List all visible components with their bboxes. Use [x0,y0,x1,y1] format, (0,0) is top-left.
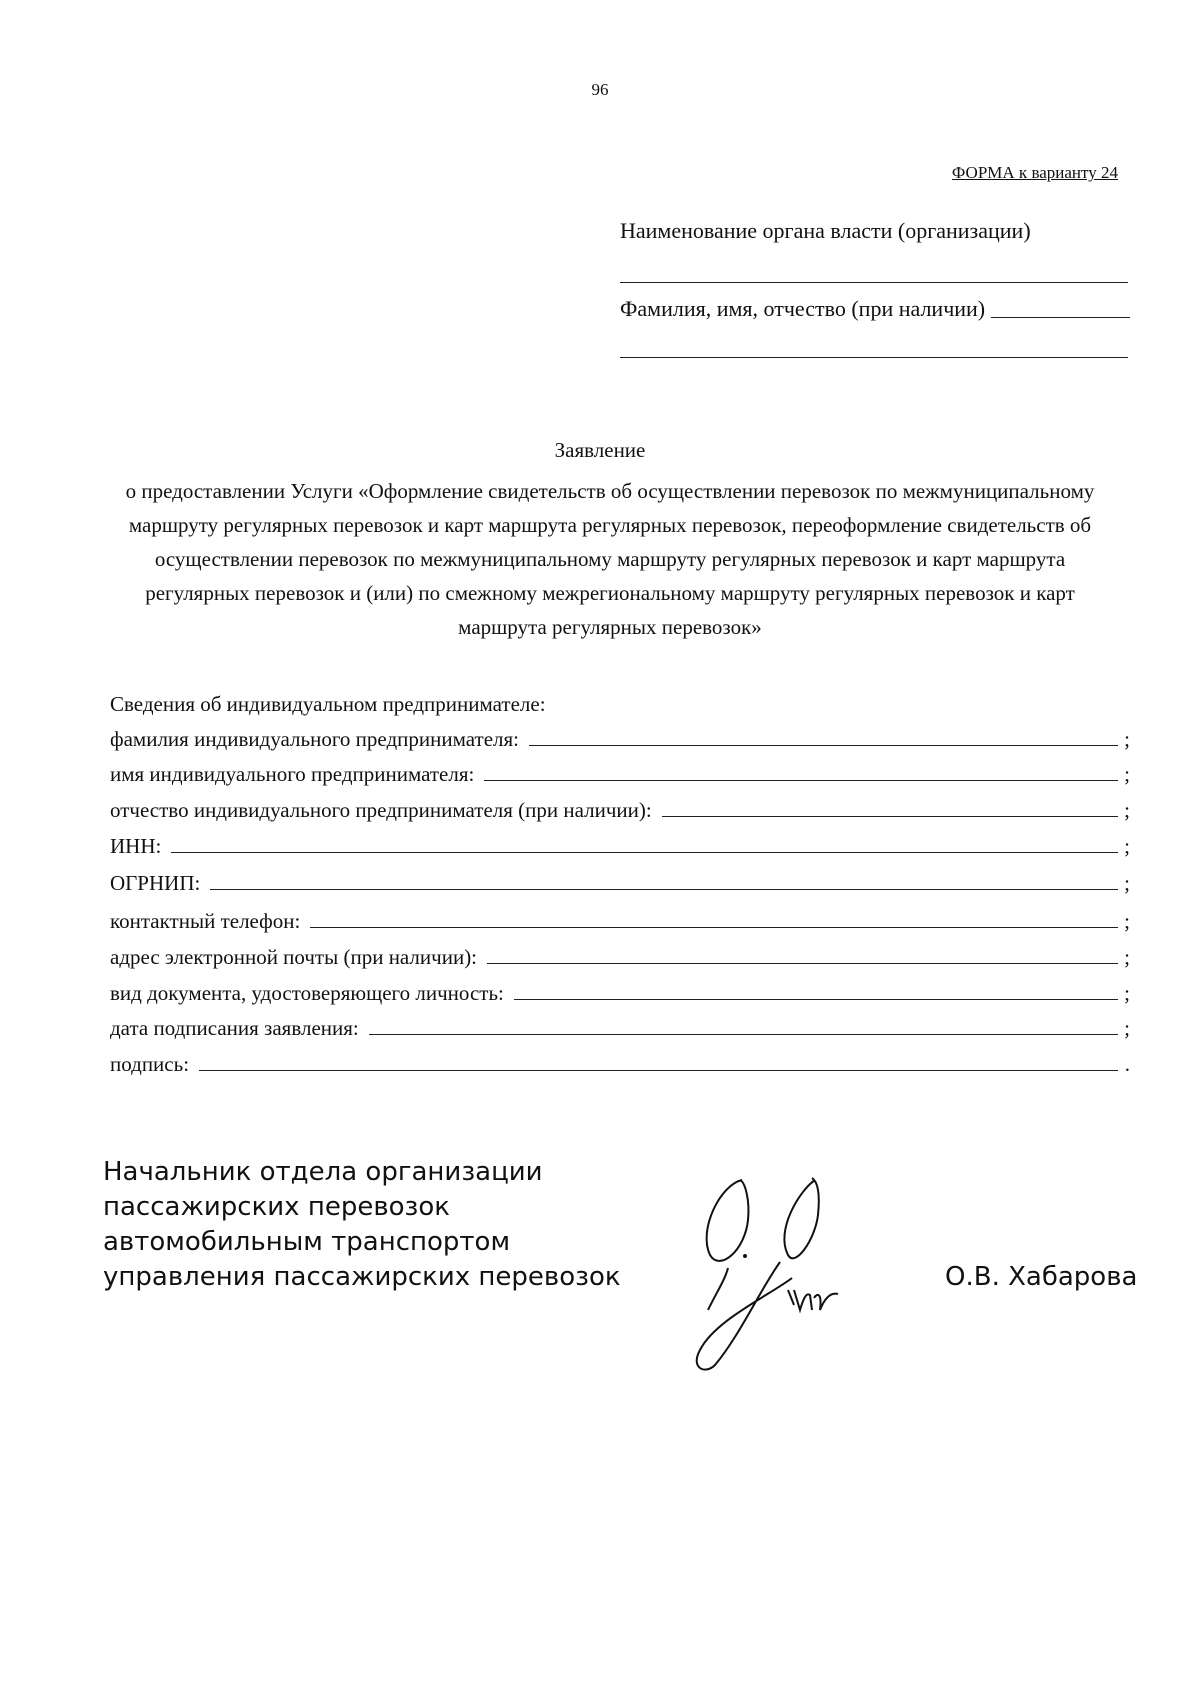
handwritten-signature [690,1160,890,1380]
field-label: отчество индивидуального предпринимателя (при наличии): [110,798,652,822]
field-input-line[interactable] [514,999,1118,1000]
field-signature [110,1047,1130,1077]
field-punctuation: ; [1124,1016,1130,1040]
field-ogrnip [110,866,1130,896]
field-label: имя индивидуального предпринимателя: [110,762,475,786]
field-input-line[interactable] [171,852,1118,853]
field-punctuation: ; [1124,945,1130,969]
field-punctuation: ; [1124,871,1130,895]
entrepreneur-intro: Сведения об индивидуальном предпринимателе: [110,692,546,716]
field-punctuation: . [1124,1052,1130,1076]
signatory-position [103,1155,621,1295]
field-surname [110,722,1130,752]
field-label: контактный телефон: [110,909,301,933]
field-label: вид документа, удостоверяющего личность: [110,981,504,1005]
field-first-name [110,757,1130,787]
applicant-fio-line-2[interactable] [620,357,1128,358]
field-input-line[interactable] [199,1070,1118,1071]
applicant-fio-line[interactable] [991,317,1130,318]
signatory-position-line: Начальник отдела организации [103,1157,543,1187]
signatory-name: О.В. Хабарова [945,1262,1138,1292]
page-number: 96 [591,80,609,99]
field-label: подпись: [110,1052,190,1076]
field-input-line[interactable] [487,963,1118,964]
field-punctuation: ; [1124,762,1130,786]
field-input-line[interactable] [662,816,1118,817]
field-phone [110,904,1130,934]
applicant-fio-row [620,296,1130,322]
field-punctuation: ; [1124,909,1130,933]
field-email [110,940,1130,970]
field-input-line[interactable] [369,1034,1118,1035]
field-label: дата подписания заявления: [110,1016,359,1040]
field-punctuation: ; [1124,981,1130,1005]
field-patronymic [110,793,1130,823]
authority-name-label: Наименование органа власти (организации) [620,218,1031,243]
signatory-position-line: автомобильным транспортом [103,1227,511,1257]
field-input-line[interactable] [310,927,1118,928]
field-label: ОГРНИП: [110,871,201,895]
form-reference: ФОРМА к варианту 24 [951,163,1118,182]
field-inn [110,829,1130,859]
field-label: фамилия индивидуального предпринимателя: [110,727,519,751]
field-input-line[interactable] [210,889,1118,890]
applicant-fio-label: Фамилия, имя, отчество (при наличии) [620,296,986,321]
field-input-line[interactable] [529,745,1118,746]
field-input-line[interactable] [484,780,1118,781]
field-signing-date [110,1011,1130,1041]
signatory-position-line: пассажирских перевозок [103,1192,450,1222]
field-punctuation: ; [1124,727,1130,751]
field-punctuation: ; [1124,834,1130,858]
field-identity-document [110,976,1130,1006]
signatory-position-line: управления пассажирских перевозок [103,1262,621,1292]
field-punctuation: ; [1124,798,1130,822]
application-title: Заявление [554,438,646,462]
field-label: адрес электронной почты (при наличии): [110,945,478,969]
field-label: ИНН: [110,834,162,858]
application-subject: о предоставлении Услуги «Оформление свидетельств об осуществлении перевозок по межмуниципальному маршруту регулярных перевозок и карт маршрута регулярных перевозок, переоформление свидетельств об осуществлении перевозок по межмуниципальному маршруту регулярных перевозок и карт маршрута регулярных перевозок и (или) по смежному межрегиональному маршруту регулярных перевозок и карт маршрута регулярных перевозок» [125,479,1095,639]
authority-name-line[interactable] [620,282,1128,283]
